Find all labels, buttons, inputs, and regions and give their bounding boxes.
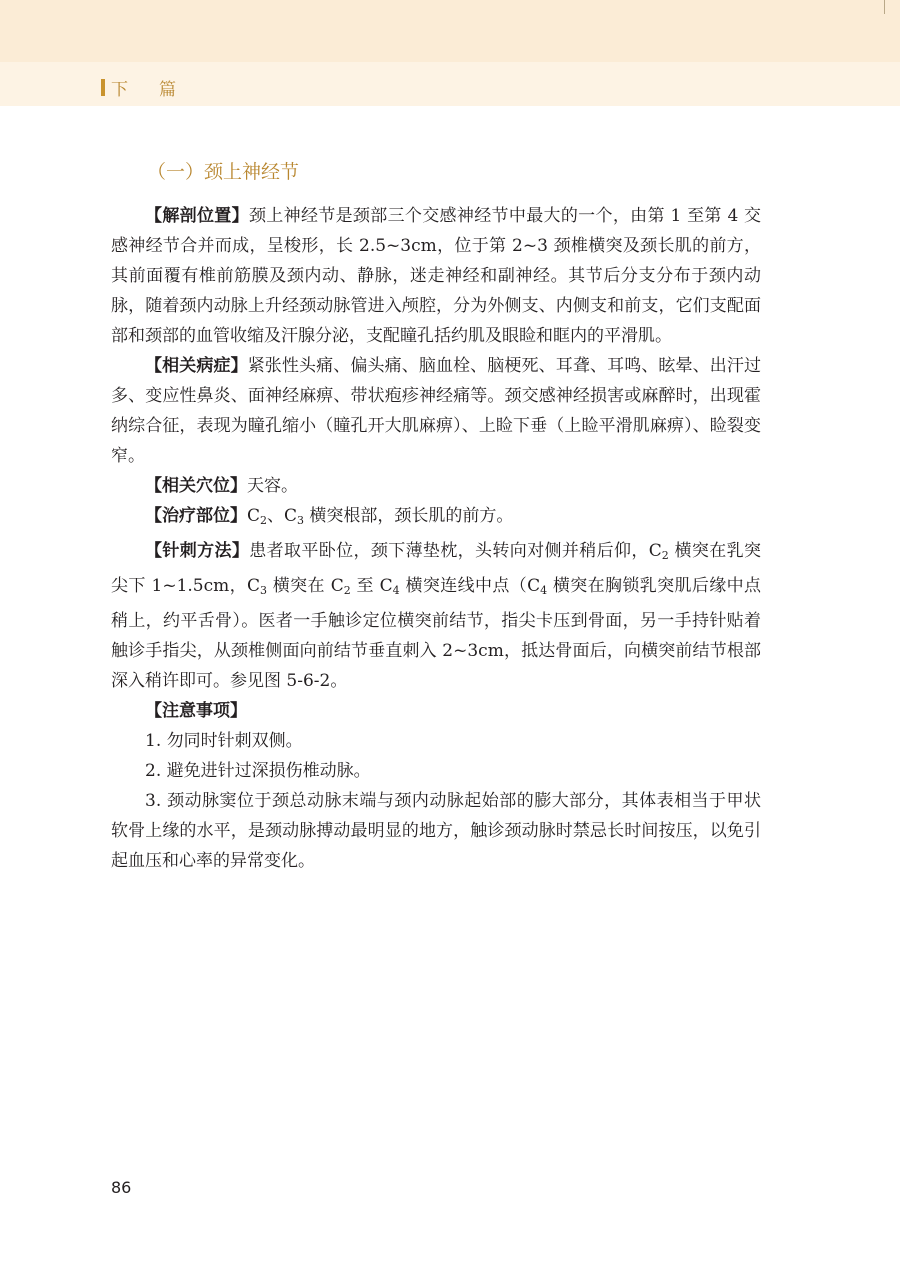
method-text-2: 横突在乳突尖下 1~1.5cm，C [111,541,762,596]
label-acupoint: 【相关穴位】 [145,476,247,496]
page-number: 86 [111,1178,132,1197]
method-sub-1: 2 [661,549,669,562]
body-text [111,201,761,876]
label-anatomy: 【解剖位置】 [145,206,249,226]
paragraph-notes-heading [111,696,761,726]
note-item-3: 3. 颈动脉窦位于颈总动脉末端与颈内动脉起始部的膨大部分，其体表相当于甲状软骨上缘的水平，是颈动脉搏动最明显的地方，触诊颈动脉时禁忌长时间按压，以免引起血压和心率的异常变化。 [111,791,761,871]
method-sub-2: 3 [260,584,268,597]
note-item-1: 1. 勿同时针刺双侧。 [145,731,303,751]
method-text-6: 横突在胸锁乳突肌后缘中点稍上，约平舌骨）。医者一手触诊定位横突前结节，指尖卡压到骨面，另一手持针贴着触诊手指尖，从颈椎侧面向前结节垂直刺入 2~3cm，抵达骨面后，向横突前结节根部深入稍许即可。参见图 5-6-2。 [111,576,761,691]
site-c2: C [247,506,261,526]
label-notes: 【注意事项】 [145,701,247,721]
text-site: 横突根部，颈长肌的前方。 [304,506,514,526]
note-item-2: 2. 避免进针过深损伤椎动脉。 [145,761,371,781]
method-sub-3: 2 [343,584,351,597]
paragraph-acupoint [111,471,761,501]
method-sub-5: 4 [540,584,548,597]
label-diseases: 【相关病症】 [145,356,248,376]
method-text-3: 横突在 C [267,576,344,596]
site-c3: C [284,506,298,526]
paragraph-diseases [111,351,761,471]
top-color-band [0,0,900,62]
text-anatomy: 颈上神经节是颈部三个交感神经节中最大的一个，由第 1 至第 4 交感神经节合并而成，呈梭形，长 2.5~3cm，位于第 2~3 颈椎横突及颈长肌的前方，其前面覆有椎前筋膜及颈内动、静脉，迷走神经和副神经。其节后分支分布于颈内动脉，随着颈内动脉上升经颈动脉管进入颅腔，分为外侧支、内侧支和前支，它们支配面部和颈部的血管收缩及汗腺分泌，支配瞳孔括约肌及眼睑和眶内的平滑肌。 [111,206,762,346]
method-text-4: 至 C [350,576,393,596]
method-sub-4: 4 [392,584,400,597]
site-c3-sub: 3 [297,514,305,527]
site-sep: 、 [267,506,285,526]
label-site: 【治疗部位】 [145,506,247,526]
text-acupoint: 天容。 [247,476,298,496]
paragraph-anatomy [111,201,761,351]
method-text-1: 患者取平卧位，颈下薄垫枕，头转向对侧并稍后仰，C [249,541,662,561]
header-accent-bar [101,79,105,96]
section-heading: （一）颈上神经节 [147,161,300,183]
crop-mark [884,0,885,14]
label-method: 【针刺方法】 [145,541,250,561]
paragraph-method [111,536,761,696]
site-c2-sub: 2 [260,514,268,527]
text-diseases: 紧张性头痛、偏头痛、脑血栓、脑梗死、耳聋、耳鸣、眩晕、出汗过多、变应性鼻炎、面神经麻痹、带状疱疹神经痛等。颈交感神经损害或麻醉时，出现霍纳综合征，表现为瞳孔缩小（瞳孔开大肌麻痹）、上睑下垂（上睑平滑肌麻痹）、睑裂变窄。 [111,356,762,466]
running-header-title: 下篇 [111,80,207,100]
method-text-5: 横突连线中点（C [399,576,541,596]
paragraph-site [111,501,761,536]
